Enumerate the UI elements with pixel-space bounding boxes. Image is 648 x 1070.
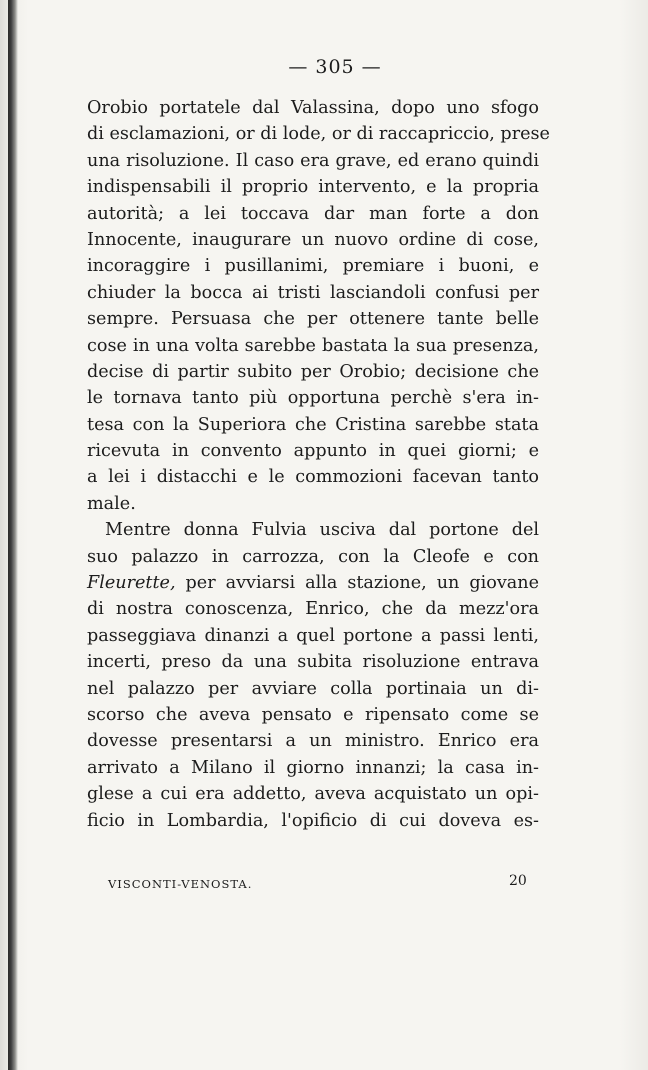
text-line: ricevuta in convento appunto in quei giorni; e bbox=[87, 441, 539, 462]
text-line-with-italic bbox=[87, 570, 539, 596]
text-line: incerti, preso da una subita risoluzione entrava bbox=[87, 652, 539, 673]
text-line: autorità; a lei toccava dar man forte a don bbox=[87, 203, 539, 224]
text-line: arrivato a Milano il giorno innanzi; la casa in- bbox=[87, 757, 539, 778]
text-line: male. bbox=[87, 493, 136, 514]
text-line: Innocente, inaugurare un nuovo ordine di cose, bbox=[87, 229, 539, 250]
text-line-rest: per avviarsi alla stazione, un giovane bbox=[185, 573, 540, 594]
text-line: scorso che aveva pensato e ripensato come se bbox=[87, 704, 539, 725]
text-line: cose in una volta sarebbe bastata la sua presenza, bbox=[87, 335, 539, 356]
text-line: di esclamazioni, or di lode, or di raccapriccio, prese bbox=[87, 124, 550, 145]
text-line: sempre. Persuasa che per ottenere tante belle bbox=[87, 309, 539, 330]
text-line: ficio in Lombardia, l'opificio di cui doveva es- bbox=[87, 810, 539, 831]
text-line: nel palazzo per avviare colla portinaia un di- bbox=[87, 678, 539, 699]
text-line: a lei i distacchi e le commozioni facevan tanto bbox=[87, 467, 539, 488]
book-spine-shadow bbox=[8, 0, 18, 1070]
footer-signature: VISCONTI-VENOSTA. bbox=[108, 877, 253, 891]
footer-signature-number: 20 bbox=[509, 873, 527, 889]
text-line: una risoluzione. Il caso era grave, ed erano quindi bbox=[87, 150, 539, 171]
body-text bbox=[87, 95, 550, 834]
text-line: Orobio portatele dal Valassina, dopo uno sfogo bbox=[87, 98, 539, 118]
text-line: indispensabili il proprio intervento, e la propria bbox=[87, 177, 539, 198]
text-line: incoraggire i pusillanimi, premiare i buoni, e bbox=[87, 256, 539, 277]
text-line: suo palazzo in carrozza, con la Cleofe e con bbox=[87, 546, 539, 567]
text-line: passeggiava dinanzi a quel portone a passi lenti, bbox=[87, 625, 539, 646]
text-line: le tornava tanto più opportuna perchè s'era in- bbox=[87, 388, 539, 409]
text-line: decise di partir subito per Orobio; decisione che bbox=[87, 361, 539, 382]
text-line: dovesse presentarsi a un ministro. Enrico era bbox=[87, 731, 539, 752]
text-line: chiuder la bocca ai tristi lasciandoli confusi per bbox=[87, 282, 539, 303]
text-line: di nostra conoscenza, Enrico, che da mezz'ora bbox=[87, 599, 539, 620]
page-number: — 305 — bbox=[288, 56, 382, 78]
text-line: glese a cui era addetto, aveva acquistato un opi- bbox=[87, 784, 539, 805]
italic-word: Fleurette, bbox=[87, 573, 176, 594]
text-line: tesa con la Superiora che Cristina sarebbe stata bbox=[87, 414, 539, 435]
text-line: Mentre donna Fulvia usciva dal portone del bbox=[105, 520, 539, 541]
